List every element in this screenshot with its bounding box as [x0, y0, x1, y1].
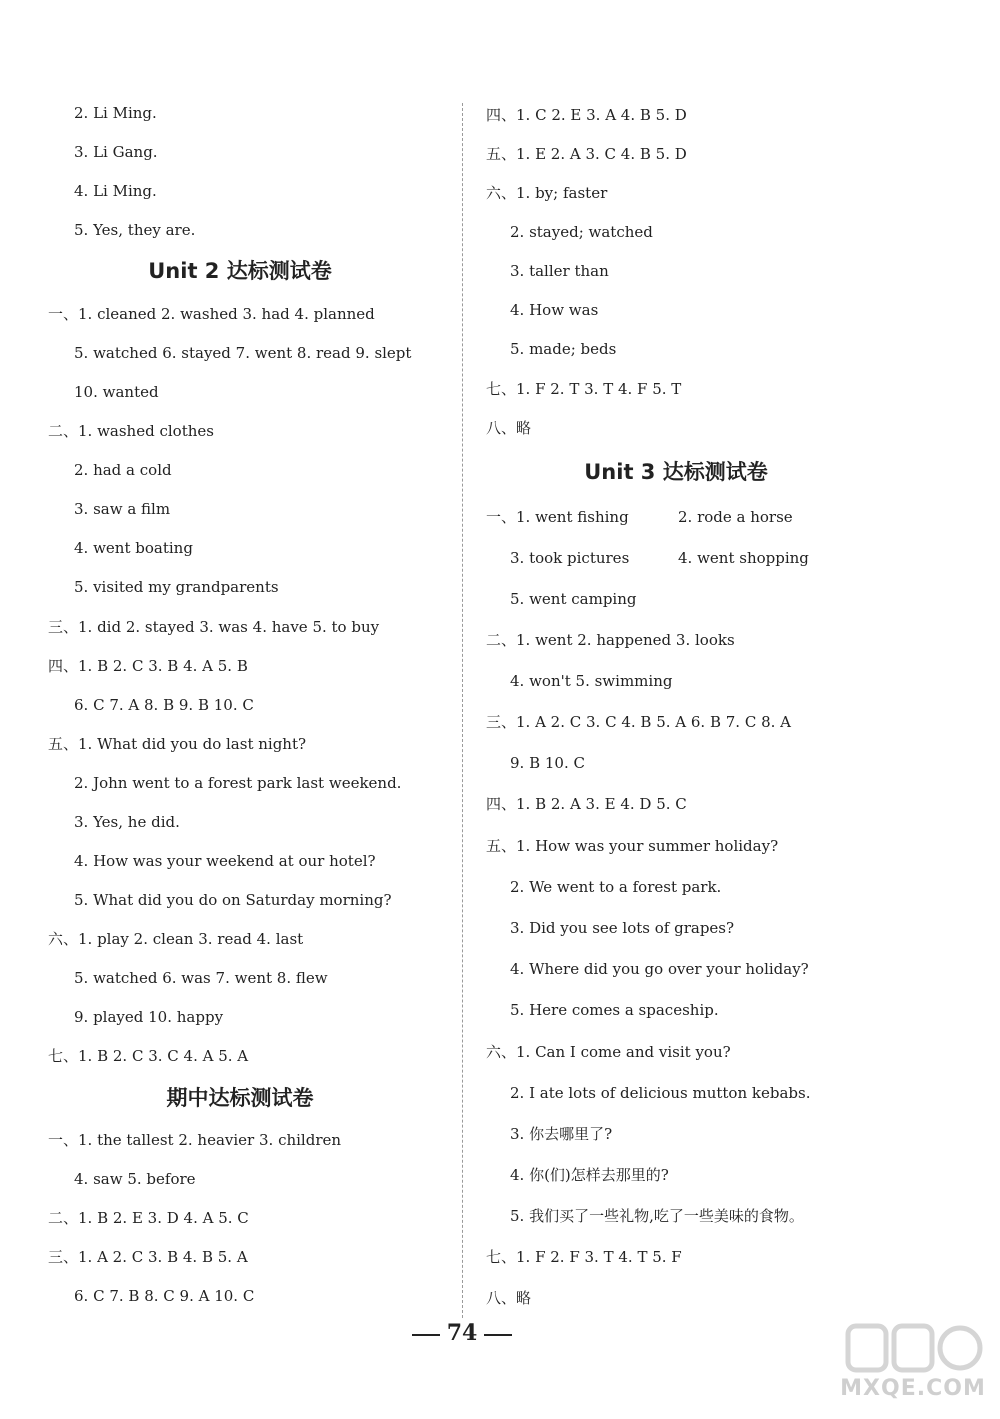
- answer-line: 3. Yes, he did.: [74, 813, 180, 831]
- answer-line: 2. Li Ming.: [74, 104, 157, 122]
- page-number-dash-right: [484, 1334, 512, 1336]
- page-number-dash-left: [412, 1334, 440, 1336]
- answer-line: 八、略: [486, 419, 532, 437]
- answer-line: 二、1. washed clothes: [48, 422, 214, 440]
- answer-line: 5. went camping: [510, 590, 637, 608]
- answer-line: 6. C 7. B 8. C 9. A 10. C: [74, 1287, 255, 1305]
- answer-line: 七、1. B 2. C 3. C 4. A 5. A: [48, 1047, 249, 1065]
- answer-line: 2. We went to a forest park.: [510, 878, 722, 896]
- answer-line: 2. stayed; watched: [510, 223, 653, 241]
- answer-line: 2. rode a horse: [678, 508, 793, 526]
- answer-line: 一、1. the tallest 2. heavier 3. children: [48, 1131, 342, 1149]
- answer-line: 3. Li Gang.: [74, 143, 158, 161]
- answer-line: 4. How was your weekend at our hotel?: [74, 852, 376, 870]
- answer-line: 9. played 10. happy: [74, 1008, 224, 1026]
- answer-line: 5. 我们买了一些礼物,吃了一些美味的食物。: [510, 1207, 804, 1225]
- answer-line: 八、略: [486, 1289, 532, 1307]
- watermark-text: MXQE.COM: [840, 1376, 986, 1401]
- answer-line: 三、1. did 2. stayed 3. was 4. have 5. to buy: [48, 618, 380, 636]
- answer-line: 2. I ate lots of delicious mutton kebabs.: [510, 1084, 811, 1102]
- answer-line: 5. Here comes a spaceship.: [510, 1001, 719, 1019]
- answer-line: 五、1. How was your summer holiday?: [486, 837, 779, 855]
- answer-line: 4. 你(们)怎样去那里的?: [510, 1166, 669, 1184]
- answer-line: 四、1. B 2. C 3. B 4. A 5. B: [48, 657, 248, 675]
- watermark-logo: [838, 1318, 988, 1413]
- answer-line: 4. Where did you go over your holiday?: [510, 960, 809, 978]
- answer-line: 5. Yes, they are.: [74, 221, 196, 239]
- answer-line: 六、1. play 2. clean 3. read 4. last: [48, 930, 304, 948]
- answer-line: 一、1. went fishing: [486, 508, 629, 526]
- answer-line: 二、1. B 2. E 3. D 4. A 5. C: [48, 1209, 249, 1227]
- answer-line: 4. Li Ming.: [74, 182, 157, 200]
- answer-line: 4. went boating: [74, 539, 193, 557]
- answer-line: 三、1. A 2. C 3. C 4. B 5. A 6. B 7. C 8. A: [486, 713, 791, 731]
- watermark-emblem-icon: [838, 1318, 988, 1378]
- answer-line: 2. John went to a forest park last weekend.: [74, 774, 402, 792]
- answer-line: 5. What did you do on Saturday morning?: [74, 891, 392, 909]
- answer-line: 4. won't 5. swimming: [510, 672, 673, 690]
- answer-line: 七、1. F 2. T 3. T 4. F 5. T: [486, 380, 682, 398]
- answer-line: 6. C 7. A 8. B 9. B 10. C: [74, 696, 254, 714]
- answer-line: 3. taller than: [510, 262, 609, 280]
- page-number: 74: [446, 1320, 478, 1346]
- answer-line: 5. visited my grandparents: [74, 578, 279, 596]
- answer-line: 4. saw 5. before: [74, 1170, 196, 1188]
- answer-line: 四、1. C 2. E 3. A 4. B 5. D: [486, 106, 687, 124]
- answer-line: 9. B 10. C: [510, 754, 585, 772]
- answer-line: 4. went shopping: [678, 549, 809, 567]
- answer-line: 2. had a cold: [74, 461, 172, 479]
- section-heading-unit3: Unit 3 达标测试卷: [584, 460, 768, 484]
- answer-line: 3. saw a film: [74, 500, 171, 518]
- answer-line: 5. made; beds: [510, 340, 617, 358]
- answer-line: 4. How was: [510, 301, 599, 319]
- answer-line: 3. took pictures: [510, 549, 630, 567]
- answer-line: 三、1. A 2. C 3. B 4. B 5. A: [48, 1248, 248, 1266]
- answer-line: 3. Did you see lots of grapes?: [510, 919, 735, 937]
- answer-line: 10. wanted: [74, 383, 159, 401]
- answer-line: 五、1. What did you do last night?: [48, 735, 307, 753]
- answer-line: 一、1. cleaned 2. washed 3. had 4. planned: [48, 305, 375, 323]
- answer-line: 七、1. F 2. F 3. T 4. T 5. F: [486, 1248, 682, 1266]
- answer-line: 六、1. Can I come and visit you?: [486, 1043, 731, 1061]
- answer-line: 二、1. went 2. happened 3. looks: [486, 631, 735, 649]
- section-heading-unit2: Unit 2 达标测试卷: [148, 259, 332, 283]
- answer-line: 六、1. by; faster: [486, 184, 608, 202]
- answer-line: 四、1. B 2. A 3. E 4. D 5. C: [486, 795, 687, 813]
- section-heading-midterm: 期中达标测试卷: [166, 1086, 314, 1110]
- answer-line: 3. 你去哪里了?: [510, 1125, 613, 1143]
- column-divider: [462, 103, 463, 1318]
- answer-line: 五、1. E 2. A 3. C 4. B 5. D: [486, 145, 687, 163]
- answer-line: 5. watched 6. stayed 7. went 8. read 9. slept: [74, 344, 412, 362]
- answer-line: 5. watched 6. was 7. went 8. flew: [74, 969, 328, 987]
